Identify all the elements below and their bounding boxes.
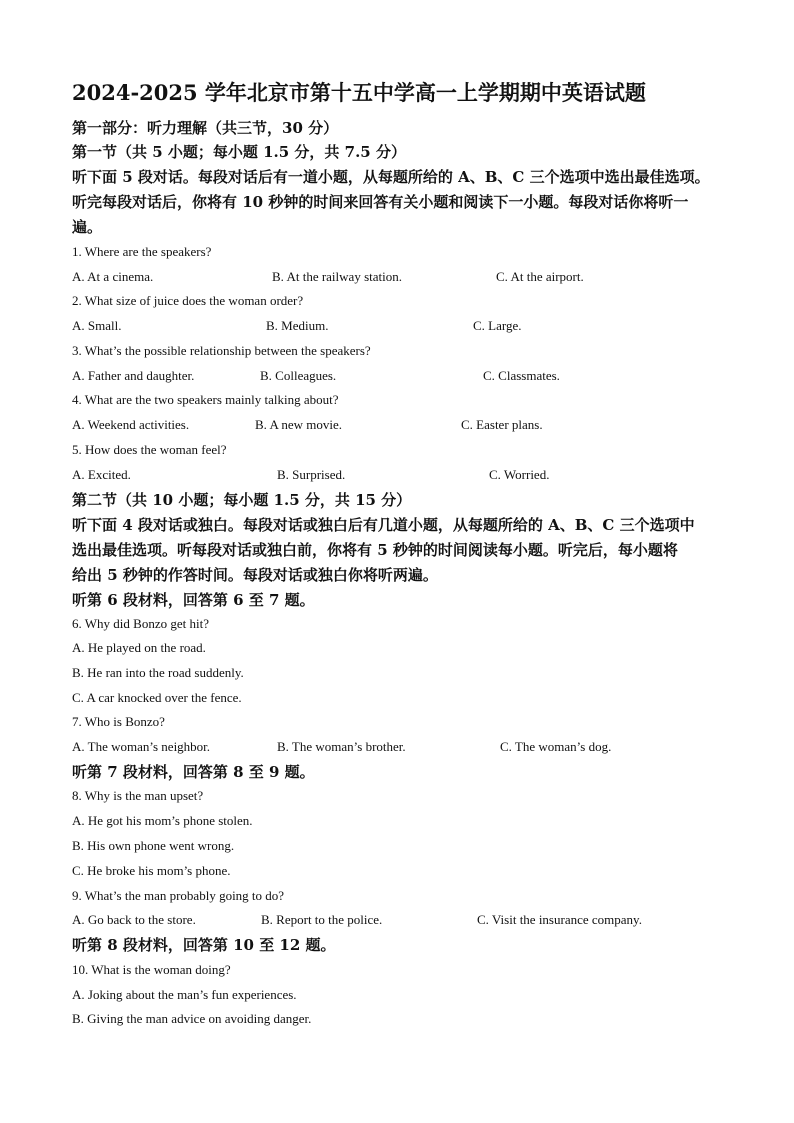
question-8: 8. Why is the man upset? (72, 788, 204, 803)
option-c: C. He broke his mom’s phone. (72, 863, 231, 878)
question-3: 3. What’s the possible relationship between the speakers? (72, 343, 371, 358)
question-5: 5. How does the woman feel? (72, 442, 227, 457)
option-a: A. Joking about the man’s fun experiences. (72, 987, 297, 1002)
option-b: B. At the railway station. (272, 269, 402, 284)
option-c: C. Worried. (489, 467, 550, 482)
option-b: B. Medium. (266, 318, 329, 333)
option-c: C. The woman’s dog. (500, 739, 612, 754)
option-b: B. He ran into the road suddenly. (72, 665, 244, 680)
section1-instruction-line: 遍。 (72, 218, 103, 236)
section2-heading: 第二节（共 10 小题；每小题 1.5 分，共 15 分） (72, 491, 412, 509)
section1-heading: 第一节（共 5 小题；每小题 1.5 分，共 7.5 分） (72, 143, 406, 161)
option-a: A. The woman’s neighbor. (72, 739, 211, 754)
option-a: A. He got his mom’s phone stolen. (72, 813, 253, 828)
question-1: 1. Where are the speakers? (72, 244, 212, 259)
option-a: A. Weekend activities. (72, 417, 190, 432)
option-a: A. Small. (72, 318, 122, 333)
option-c: C. Classmates. (483, 368, 560, 383)
section2-instruction-line: 给出 5 秒钟的作答时间。每段对话或独白你将听两遍。 (72, 566, 438, 584)
question-10: 10. What is the woman doing? (72, 962, 231, 977)
question-9: 9. What’s the man probably going to do? (72, 888, 285, 903)
option-c: C. Easter plans. (461, 417, 543, 432)
section2-instruction-line: 听下面 4 段对话或独白。每段对话或独白后有几道小题，从每题所给的 A、B、C 三个选项中 (72, 516, 695, 534)
option-c: C. At the airport. (496, 269, 584, 284)
option-b: B. His own phone went wrong. (72, 838, 235, 853)
material-8-heading: 听第 8 段材料，回答第 10 至 12 题。 (72, 936, 336, 954)
section2-instruction-line: 选出最佳选项。听每段对话或独白前，你将有 5 秒钟的时间阅读每小题。听完后，每小题将 (72, 541, 678, 559)
question-6: 6. Why did Bonzo get hit? (72, 616, 209, 631)
part1-heading: 第一部分：听力理解（共三节，30 分） (72, 119, 339, 137)
option-a: A. He played on the road. (72, 640, 206, 655)
page-title: 2024-2025 学年北京市第十五中学高一上学期期中英语试题 (72, 80, 646, 105)
option-b: B. A new movie. (255, 417, 343, 432)
question-2: 2. What size of juice does the woman order? (72, 293, 304, 308)
option-c: C. Visit the insurance company. (477, 912, 642, 927)
option-a: A. Go back to the store. (72, 912, 196, 927)
material-7-heading: 听第 7 段材料，回答第 8 至 9 题。 (72, 763, 315, 781)
section1-instruction-line: 听下面 5 段对话。每段对话后有一道小题，从每题所给的 A、B、C 三个选项中选出最佳选项。 (72, 168, 710, 186)
option-a: A. Father and daughter. (72, 368, 195, 383)
option-a: A. Excited. (72, 467, 131, 482)
option-b: B. Report to the police. (261, 912, 383, 927)
option-b: B. Surprised. (277, 467, 346, 482)
option-a: A. At a cinema. (72, 269, 154, 284)
question-4: 4. What are the two speakers mainly talking about? (72, 392, 339, 407)
option-c: C. Large. (473, 318, 522, 333)
section1-instruction-line: 听完每段对话后，你将有 10 秒钟的时间来回答有关小题和阅读下一小题。每段对话你将听一 (72, 193, 689, 211)
material-6-heading: 听第 6 段材料，回答第 6 至 7 题。 (72, 591, 315, 609)
question-7: 7. Who is Bonzo? (72, 714, 165, 729)
option-b: B. The woman’s brother. (277, 739, 406, 754)
option-b: B. Giving the man advice on avoiding danger. (72, 1011, 312, 1026)
option-c: C. A car knocked over the fence. (72, 690, 242, 705)
option-b: B. Colleagues. (260, 368, 337, 383)
